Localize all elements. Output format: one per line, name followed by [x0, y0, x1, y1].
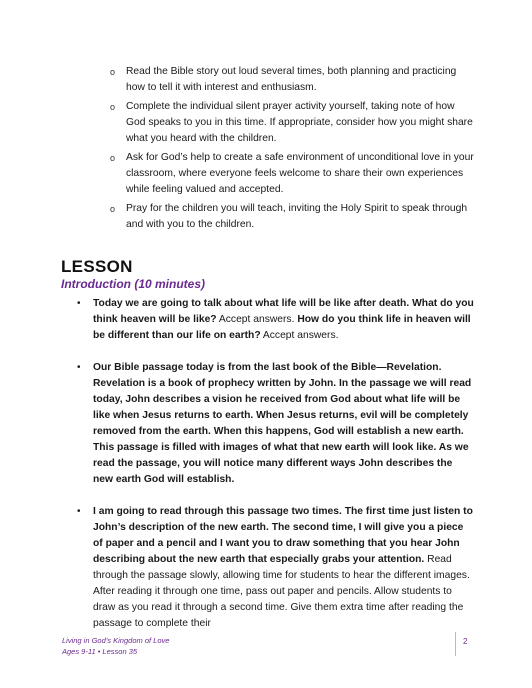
lesson-steps-list — [75, 296, 475, 648]
list-item — [75, 296, 475, 344]
preparation-list — [110, 64, 476, 236]
circle-bullet-icon: o — [110, 67, 116, 77]
list-item-text: Ask for God’s help to create a safe environment of unconditional love in your classroom, where everyone feels welcome to share their own experiences while feeling valued and accepted. — [126, 152, 474, 195]
footer-series: Living in God’s Kingdom of Love — [62, 636, 170, 645]
footer-divider — [455, 632, 456, 656]
bullet-icon: • — [77, 362, 81, 373]
list-item-text: Read the Bible story out loud several times, both planning and practicing how to tell it with interest and enthusiasm. — [126, 66, 457, 93]
script-text: Today we are going to talk about what life will be like after death. What do you think heaven will be like? — [93, 298, 474, 325]
list-item — [75, 360, 475, 488]
list-item — [110, 64, 476, 96]
list-item-text: Complete the individual silent prayer activity yourself, taking note of how God speaks to you in this time. If appropriate, consider how you might share what you heard with the children. — [126, 101, 473, 144]
circle-bullet-icon: o — [110, 204, 116, 214]
list-item — [110, 150, 476, 198]
lesson-heading: LESSON — [61, 257, 133, 276]
instruction-text: Accept answers. — [260, 330, 339, 341]
list-item — [110, 99, 476, 147]
bullet-icon: • — [77, 506, 81, 517]
list-item — [75, 504, 475, 632]
footer-title — [62, 635, 169, 657]
instruction-text: Accept answers. — [216, 314, 298, 325]
circle-bullet-icon: o — [110, 102, 116, 112]
footer-lesson: Ages 9-11 • Lesson 35 — [62, 647, 138, 656]
script-text: Our Bible passage today is from the last book of the Bible—Revelation. Revelation is a book of prophecy written by John. In the passage we will read today, John describes a vision he received from God about what life will be like when Jesus returns to earth. When Jesus returns, evil will be completely removed from the earth. When this happens, God will establish a new earth. This passage is filled with images of what that new earth will look like. As we read the passage, you will notice many different ways John describes the new earth God will establish. — [93, 362, 472, 485]
bullet-icon: • — [77, 298, 81, 309]
script-text: I am going to read through this passage two times. The first time just listen to John’s description of the new earth. The second time, I will give you a piece of paper and a pencil and I want you to draw something that you hear John describing about the new earth that especially grabs your attention. — [93, 506, 473, 565]
section-heading: Introduction (10 minutes) — [61, 277, 205, 291]
list-item — [110, 201, 476, 233]
instruction-text: Read through the passage slowly, allowing time for students to hear the different images. After reading it through one time, pass out paper and pencils. Allow students to draw as you read it through a second time. Give them extra time after reading the passage to complete their — [93, 554, 470, 629]
list-item-text: Pray for the children you will teach, inviting the Holy Spirit to speak through and with you to the children. — [126, 203, 468, 230]
circle-bullet-icon: o — [110, 153, 116, 163]
script-text: How do you think life in heaven will be different than our life on earth? — [93, 314, 471, 341]
page-number: 2 — [463, 637, 468, 646]
